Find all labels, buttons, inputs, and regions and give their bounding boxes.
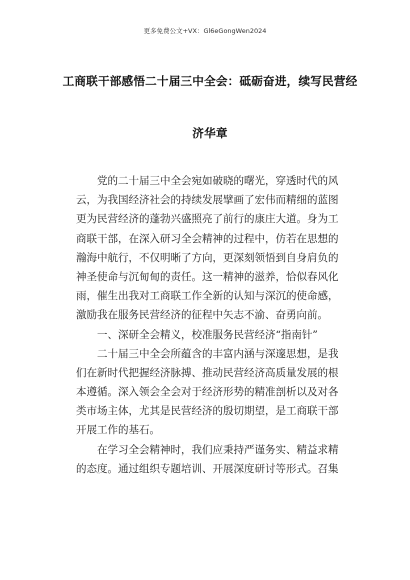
body-line: 本遵循。深入领会全会对于经济形势的精准剖析以及对各 [76, 386, 338, 399]
body-line: 二十届三中全会所蕴含的丰富内涵与深邃思想，是我 [97, 347, 338, 360]
body-line: 在学习全会精神时，我们应秉持严谨务实、精益求精 [97, 443, 338, 456]
section-heading: 一、深研全会精义，校准服务民营经济“指南针” [97, 328, 318, 341]
document-title-line-1: 工商联干部感悟二十届三中全会：砥砺奋进，续写民营经 [62, 74, 358, 88]
document-title-line-2: 济华章 [192, 126, 228, 140]
body-line: 开展工作的基石。 [76, 424, 160, 437]
document-body [76, 172, 338, 479]
body-line: 雨，催生出我对工商联工作全新的认知与深沉的使命感， [76, 290, 338, 303]
body-line: 云，为我国经济社会的持续发展擘画了宏伟而精细的蓝图 [76, 194, 338, 207]
body-line: 激励我在服务民营经济的征程中矢志不渝、奋勇向前。 [76, 309, 328, 322]
body-line: 们在新时代把握经济脉搏、推动民营经济高质量发展的根 [76, 366, 338, 379]
body-line: 神圣使命与沉甸甸的责任。这一精神的滋养，恰似春风化 [76, 270, 338, 283]
body-line: 商联干部，在深入研习全会精神的过程中，仿若在思想的 [76, 232, 338, 245]
body-line: 党的二十届三中全会宛如破晓的曙光，穿透时代的风 [97, 175, 338, 187]
body-line: 更为民营经济的蓬勃兴盛照亮了前行的康庄大道。身为工 [76, 213, 338, 226]
body-line: 瀚海中航行，不仅明晰了方向，更深刻领悟到自身肩负的 [76, 251, 338, 264]
header-note: 更多免费公文+VX：Gl6eGongWen2024 [143, 27, 267, 35]
body-line: 类市场主体，尤其是民营经济的殷切期望，是工商联干部 [76, 405, 338, 418]
body-line: 的态度。通过组织专题培训、开展深度研讨等形式。召集 [76, 462, 338, 475]
